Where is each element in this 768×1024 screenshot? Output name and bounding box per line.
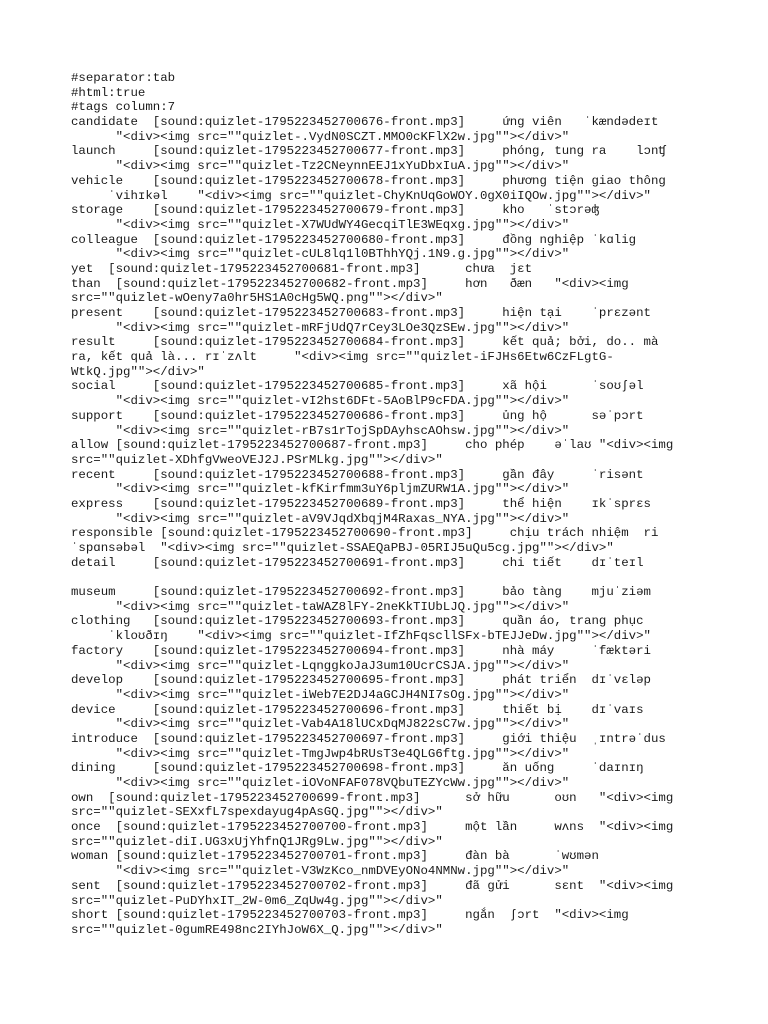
document-line: "<div><img src=""quizlet-rB7s1rTojSpDAyhscAOhsw.jpg""></div>": [71, 423, 570, 438]
document-line: vehicle [sound:quizlet-1795223452700678-front.mp3] phương tiện giao thông: [71, 173, 666, 188]
document-line: "<div><img src=""quizlet-.VydN0SCZT.MMO0cKFlX2w.jpg""></div>": [71, 129, 570, 144]
document-line: src=""quizlet-PuDYhxIT_2W-0m6_ZqUw4g.jpg""></div>": [71, 893, 443, 908]
document-line: src=""quizlet-diI.UG3xUjYhfnQ1JRg9Lw.jpg""></div>": [71, 834, 443, 849]
document-line: [71, 570, 701, 585]
document-line: develop [sound:quizlet-1795223452700695-front.mp3] phát triển dɪˈvɛləp: [71, 673, 651, 688]
document-line: ˈvihɪkəl "<div><img src=""quizlet-ChyKnUqGoWOY.0gX0iIQOw.jpg""></div>": [71, 188, 651, 203]
document-line: src=""quizlet-SEXxfL7spexdayug4pAsGQ.jpg""></div>": [71, 805, 443, 820]
document-line: "<div><img src=""quizlet-iOVoNFAF078VQbuTEZYcWw.jpg""></div>": [71, 776, 570, 790]
document-line: "<div><img src=""quizlet-LqnggkoJaJ3um10UcrCSJA.jpg""></div>": [71, 658, 570, 673]
document-line: "<div><img src=""quizlet-mRFjUdQ7rCey3LOe3QzSEw.jpg""></div>": [71, 320, 570, 335]
document-line: src=""quizlet-XDhfgVweoVEJ2J.PSrMLkg.jpg""></div>": [71, 452, 443, 467]
document-line: ˈspɑnsəbəl "<div><img src=""quizlet-SSAEQaPBJ-05RIJ5uQu5cg.jpg""></div>": [71, 541, 614, 555]
document-line: #html:true: [71, 85, 146, 100]
document-line: social [sound:quizlet-1795223452700685-front.mp3] xã hội ˈsoʊʃəl: [71, 379, 644, 394]
document-line: "<div><img src=""quizlet-aV9VJqdXbqjM4Raxas_NYA.jpg""></div>": [71, 511, 570, 526]
document-line: src=""quizlet-0gumRE498nc2IYhJoW6X_Q.jpg""></div>": [71, 922, 443, 937]
document-line: express [sound:quizlet-1795223452700689-front.mp3] thể hiện ɪkˈsprɛs: [71, 496, 651, 511]
document-line: "<div><img src=""quizlet-vI2hst6DFt-5AoBlP9cFDA.jpg""></div>": [71, 394, 570, 409]
document-line: ˈkloʊðɪŋ "<div><img src=""quizlet-IfZhFqscllSFx-bTEJJeDw.jpg""></div>": [71, 629, 651, 644]
document-line: own [sound:quizlet-1795223452700699-front.mp3] sở hữu oʊn "<div><img: [71, 790, 674, 805]
document-line: "<div><img src=""quizlet-taWAZ8lFY-2neKkTIUbLJQ.jpg""></div>": [71, 599, 570, 614]
document-line: sent [sound:quizlet-1795223452700702-front.mp3] đã gửi sɛnt "<div><img: [71, 878, 674, 893]
document-line: detail [sound:quizlet-1795223452700691-front.mp3] chi tiết dɪˈteɪl: [71, 555, 644, 570]
document-line: colleague [sound:quizlet-1795223452700680-front.mp3] đồng nghiệp ˈkɑlig: [71, 232, 637, 247]
document-line: allow [sound:quizlet-1795223452700687-front.mp3] cho phép əˈlaʊ "<div><img: [71, 438, 674, 453]
document-line: dining [sound:quizlet-1795223452700698-front.mp3] ăn uống ˈdaɪnɪŋ: [71, 761, 644, 776]
document-line: museum [sound:quizlet-1795223452700692-front.mp3] bảo tàng mjuˈziəm: [71, 585, 651, 600]
document-line: "<div><img src=""quizlet-X7WUdWY4GecqiTlE3WEqxg.jpg""></div>": [71, 217, 570, 232]
document-line: woman [sound:quizlet-1795223452700701-front.mp3] đàn bà ˈwʊmən: [71, 849, 599, 864]
document-line: yet [sound:quizlet-1795223452700681-front.mp3] chưa jɛt: [71, 261, 533, 276]
document-line: #tags column:7: [71, 100, 176, 115]
document-line: device [sound:quizlet-1795223452700696-front.mp3] thiết bị dɪˈvaɪs: [71, 702, 644, 717]
document-line: "<div><img src=""quizlet-TmgJwp4bRUsT3e4QLG6ftg.jpg""></div>": [71, 746, 570, 761]
document-line: present [sound:quizlet-1795223452700683-front.mp3] hiện tại ˈprɛzənt: [71, 306, 651, 320]
document-line: candidate [sound:quizlet-1795223452700676-front.mp3] ứng viên ˈkændədeɪt: [71, 115, 659, 130]
document-line: than [sound:quizlet-1795223452700682-front.mp3] hơn ðæn "<div><img: [71, 276, 629, 291]
document-line: "<div><img src=""quizlet-Tz2CNeynnEEJ1xYuDbxIuA.jpg""></div>": [71, 159, 570, 174]
document-line: "<div><img src=""quizlet-kfKirfmm3uY6pljmZURW1A.jpg""></div>": [71, 482, 570, 497]
document-line: #separator:tab: [71, 71, 176, 85]
document-line: "<div><img src=""quizlet-iWeb7E2DJ4aGCJH4NI7sOg.jpg""></div>": [71, 687, 570, 702]
document-line: recent [sound:quizlet-1795223452700688-front.mp3] gần đây ˈrisənt: [71, 467, 644, 482]
document-line: introduce [sound:quizlet-1795223452700697-front.mp3] giới thiệu ˌɪntrəˈdus: [71, 731, 666, 746]
document-line: ra, kết quả là... rɪˈzʌlt "<div><img src=""quizlet-iFJHs6Etw6CzFLgtG-: [71, 350, 614, 365]
document-line: src=""quizlet-wOeny7a0hr5HS1A0cHg5WQ.png""></div>": [71, 291, 443, 306]
document-line: clothing [sound:quizlet-1795223452700693-front.mp3] quần áo, trang phục: [71, 614, 644, 629]
document-line: factory [sound:quizlet-1795223452700694-front.mp3] nhà máy ˈfæktəri: [71, 643, 651, 658]
document-line: "<div><img src=""quizlet-cUL8lq1l0BThhYQj.1N9.g.jpg""></div>": [71, 247, 570, 262]
document-line: once [sound:quizlet-1795223452700700-front.mp3] một lần wʌns "<div><img: [71, 820, 674, 835]
document-line: support [sound:quizlet-1795223452700686-front.mp3] ủng hộ səˈpɔrt: [71, 408, 644, 423]
document-line: launch [sound:quizlet-1795223452700677-front.mp3] phóng, tung ra lɔnʧ: [71, 144, 666, 159]
document-line: storage [sound:quizlet-1795223452700679-front.mp3] kho ˈstɔrəʤ: [71, 203, 599, 218]
document-line: "<div><img src=""quizlet-Vab4A18lUCxDqMJ822sC7w.jpg""></div>": [71, 717, 570, 732]
document-line: result [sound:quizlet-1795223452700684-front.mp3] kết quả; bởi, do.. mà: [71, 335, 659, 350]
document-line: "<div><img src=""quizlet-V3WzKco_nmDVEyONo4NMNw.jpg""></div>": [71, 864, 570, 879]
document-line: WtkQ.jpg""></div>": [71, 364, 205, 379]
document-line: short [sound:quizlet-1795223452700703-front.mp3] ngắn ʃɔrt "<div><img: [71, 908, 629, 923]
document-text: [71, 71, 701, 938]
document-line: responsible [sound:quizlet-1795223452700690-front.mp3] chịu trách nhiệm ri: [71, 526, 659, 541]
